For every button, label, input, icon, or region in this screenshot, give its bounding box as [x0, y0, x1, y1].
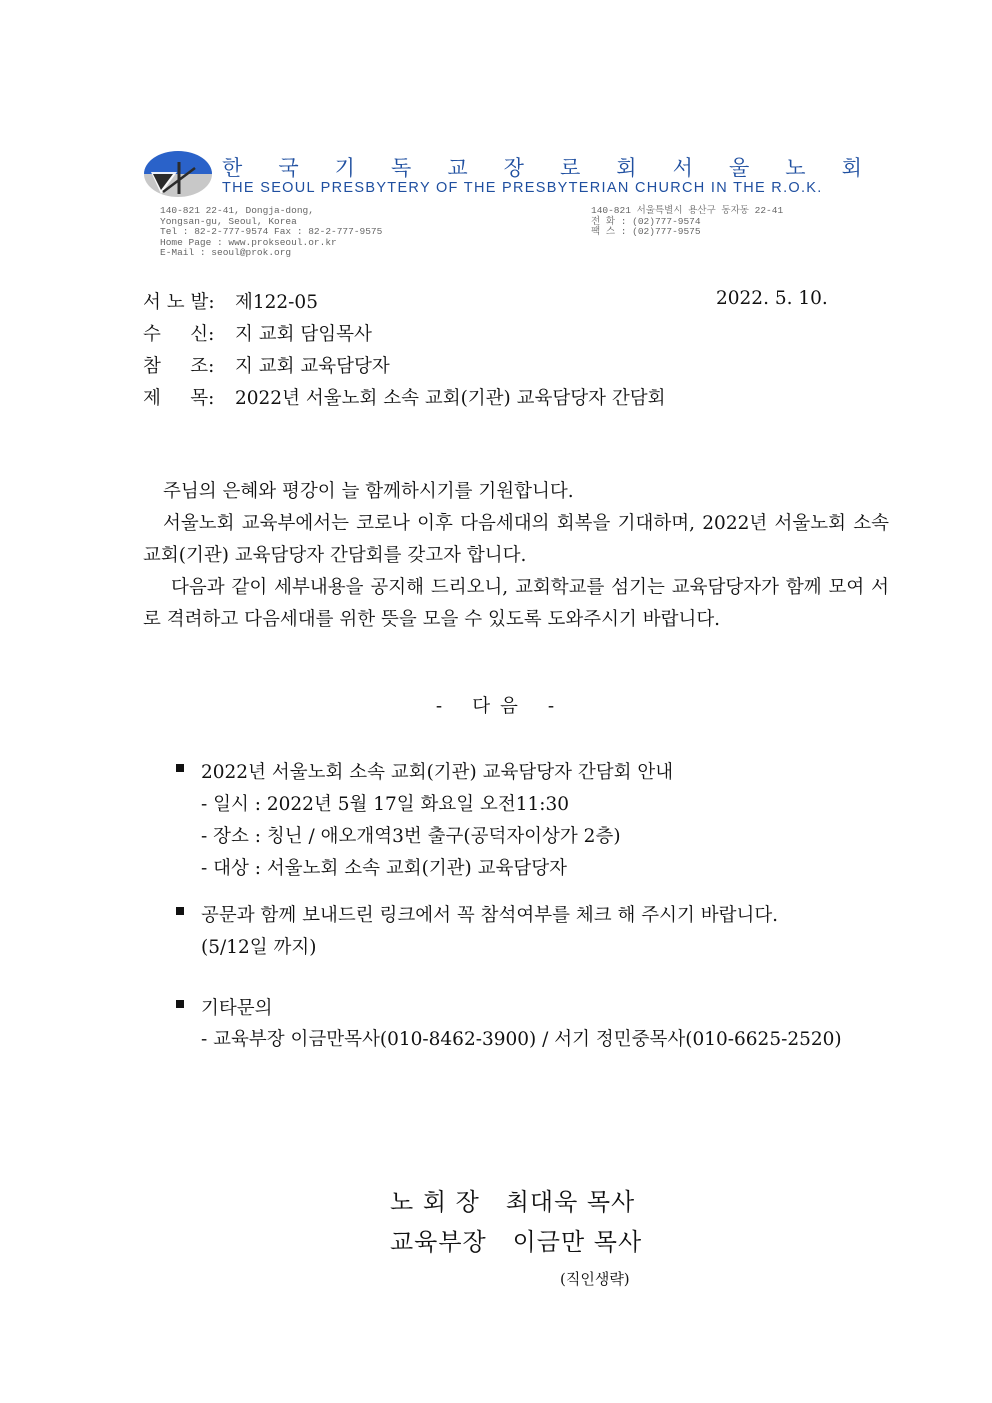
signature-moderator: 노 회 장 최대욱 목사 [390, 1188, 636, 1216]
bullet-item-meeting [201, 758, 673, 784]
bullet-item-rsvp [201, 901, 778, 927]
next-heading [0, 692, 992, 718]
bullet-square-icon [176, 764, 184, 772]
reference-row [143, 352, 390, 378]
meeting-place: - 장소 : 칭닌 / 애오개역3번 출구(공덕자이상가 2층) [201, 826, 621, 847]
address-line: E-Mail : seoul@prok.org [160, 247, 292, 258]
address-line: Home Page : www.prokseoul.or.kr [160, 236, 337, 248]
purpose-text: 서울노회 교육부에서는 코로나 이후 다음세대의 회복을 기대하며, 2022년 서울노회 소속 교회(기관) 교육담당자 간담회를 갖고자 합니다. [143, 513, 889, 566]
request-paragraph [143, 572, 889, 636]
subject-row [143, 384, 665, 410]
bullet-square-icon [176, 907, 184, 915]
doc-number-row [143, 288, 318, 314]
recipient: 지 교회 담임목사 [235, 324, 372, 345]
request-text: 다음과 같이 세부내용을 공지해 드리오니, 교회학교를 섬기는 교육담당자가 함께 모여 서로 격려하고 다음세대를 위한 뜻을 모을 수 있도록 도와주시기 바랍니다. [143, 577, 889, 630]
bullet-square-icon [176, 1000, 184, 1008]
dash: - [547, 696, 557, 717]
bullet-text: 기타문의 [201, 998, 273, 1019]
address-korean [591, 206, 783, 238]
presbytery-logo [143, 150, 213, 198]
greeting-paragraph [143, 476, 889, 508]
org-char: 울 [728, 156, 750, 180]
org-char: 회 [616, 156, 637, 180]
address-line: Yongsan-gu, Seoul, Korea [160, 215, 297, 227]
org-char: 기 [334, 156, 355, 180]
org-char: 로 [559, 156, 581, 180]
recipient-label: 수 신: [143, 324, 215, 345]
org-name-korean [222, 152, 862, 182]
address-line: 전 화 : (02)777-9574 [591, 215, 701, 227]
signature-education-head: 교육부장 이금만 목사 [390, 1228, 643, 1256]
dash: - [435, 696, 445, 717]
org-name-english: THE SEOUL PRESBYTERY OF THE PRESBYTERIAN CHURCH IN THE R.O.K. [222, 180, 823, 196]
org-char: 국 [278, 156, 299, 180]
address-line: 팩 스 : (02)777-9575 [591, 226, 701, 237]
org-char: 서 [672, 156, 693, 180]
bullet-text: 2022년 서울노회 소속 교회(기관) 교육담당자 간담회 안내 [201, 762, 674, 783]
meeting-date: - 일시 : 2022년 5월 17일 화요일 오전11:30 [201, 794, 570, 815]
org-char: 장 [503, 156, 524, 180]
org-char: 한 [222, 156, 243, 180]
doc-number: 제122-05 [235, 292, 318, 313]
bullet-item-contact [201, 994, 272, 1020]
reference: 지 교회 교육담당자 [235, 356, 390, 377]
bullet-text: 공문과 함께 보내드린 링크에서 꼭 참석여부를 체크 해 주시기 바랍니다. [201, 905, 779, 926]
doc-date: 2022. 5. 10. [716, 288, 828, 309]
address-english [160, 206, 382, 259]
subject: 2022년 서울노회 소속 교회(기관) 교육담당자 간담회 [235, 388, 666, 409]
greeting-text: 주님의 은혜와 평강이 늘 함께하시기를 기원합니다. [163, 481, 574, 502]
next-word: 다 음 [472, 696, 520, 717]
reference-label: 참 조: [143, 356, 215, 377]
doc-number-label: 서 노 발: [143, 292, 215, 313]
address-line: Tel : 82-2-777-9574 Fax : 82-2-777-9575 [160, 226, 383, 237]
seal-omitted-note: (직인생략) [560, 1270, 630, 1288]
org-char: 교 [447, 156, 468, 180]
address-line: 140-821 서울특별시 용산구 동자동 22-41 [591, 205, 784, 216]
org-char: 회 [841, 156, 862, 180]
contact-info: - 교육부장 이금만목사(010-8462-3900) / 서기 정민중목사(010-6625-2520) [201, 1029, 842, 1050]
purpose-paragraph [143, 508, 889, 572]
address-line: 140-821 22-41, Dongja-dong, [160, 205, 314, 216]
meeting-target: - 대상 : 서울노회 소속 교회(기관) 교육담당자 [201, 858, 568, 879]
rsvp-deadline: (5/12일 까지) [201, 937, 317, 958]
recipient-row [143, 320, 372, 346]
org-char: 독 [390, 156, 412, 180]
org-char: 노 [785, 156, 806, 180]
subject-label: 제 목: [143, 388, 215, 409]
